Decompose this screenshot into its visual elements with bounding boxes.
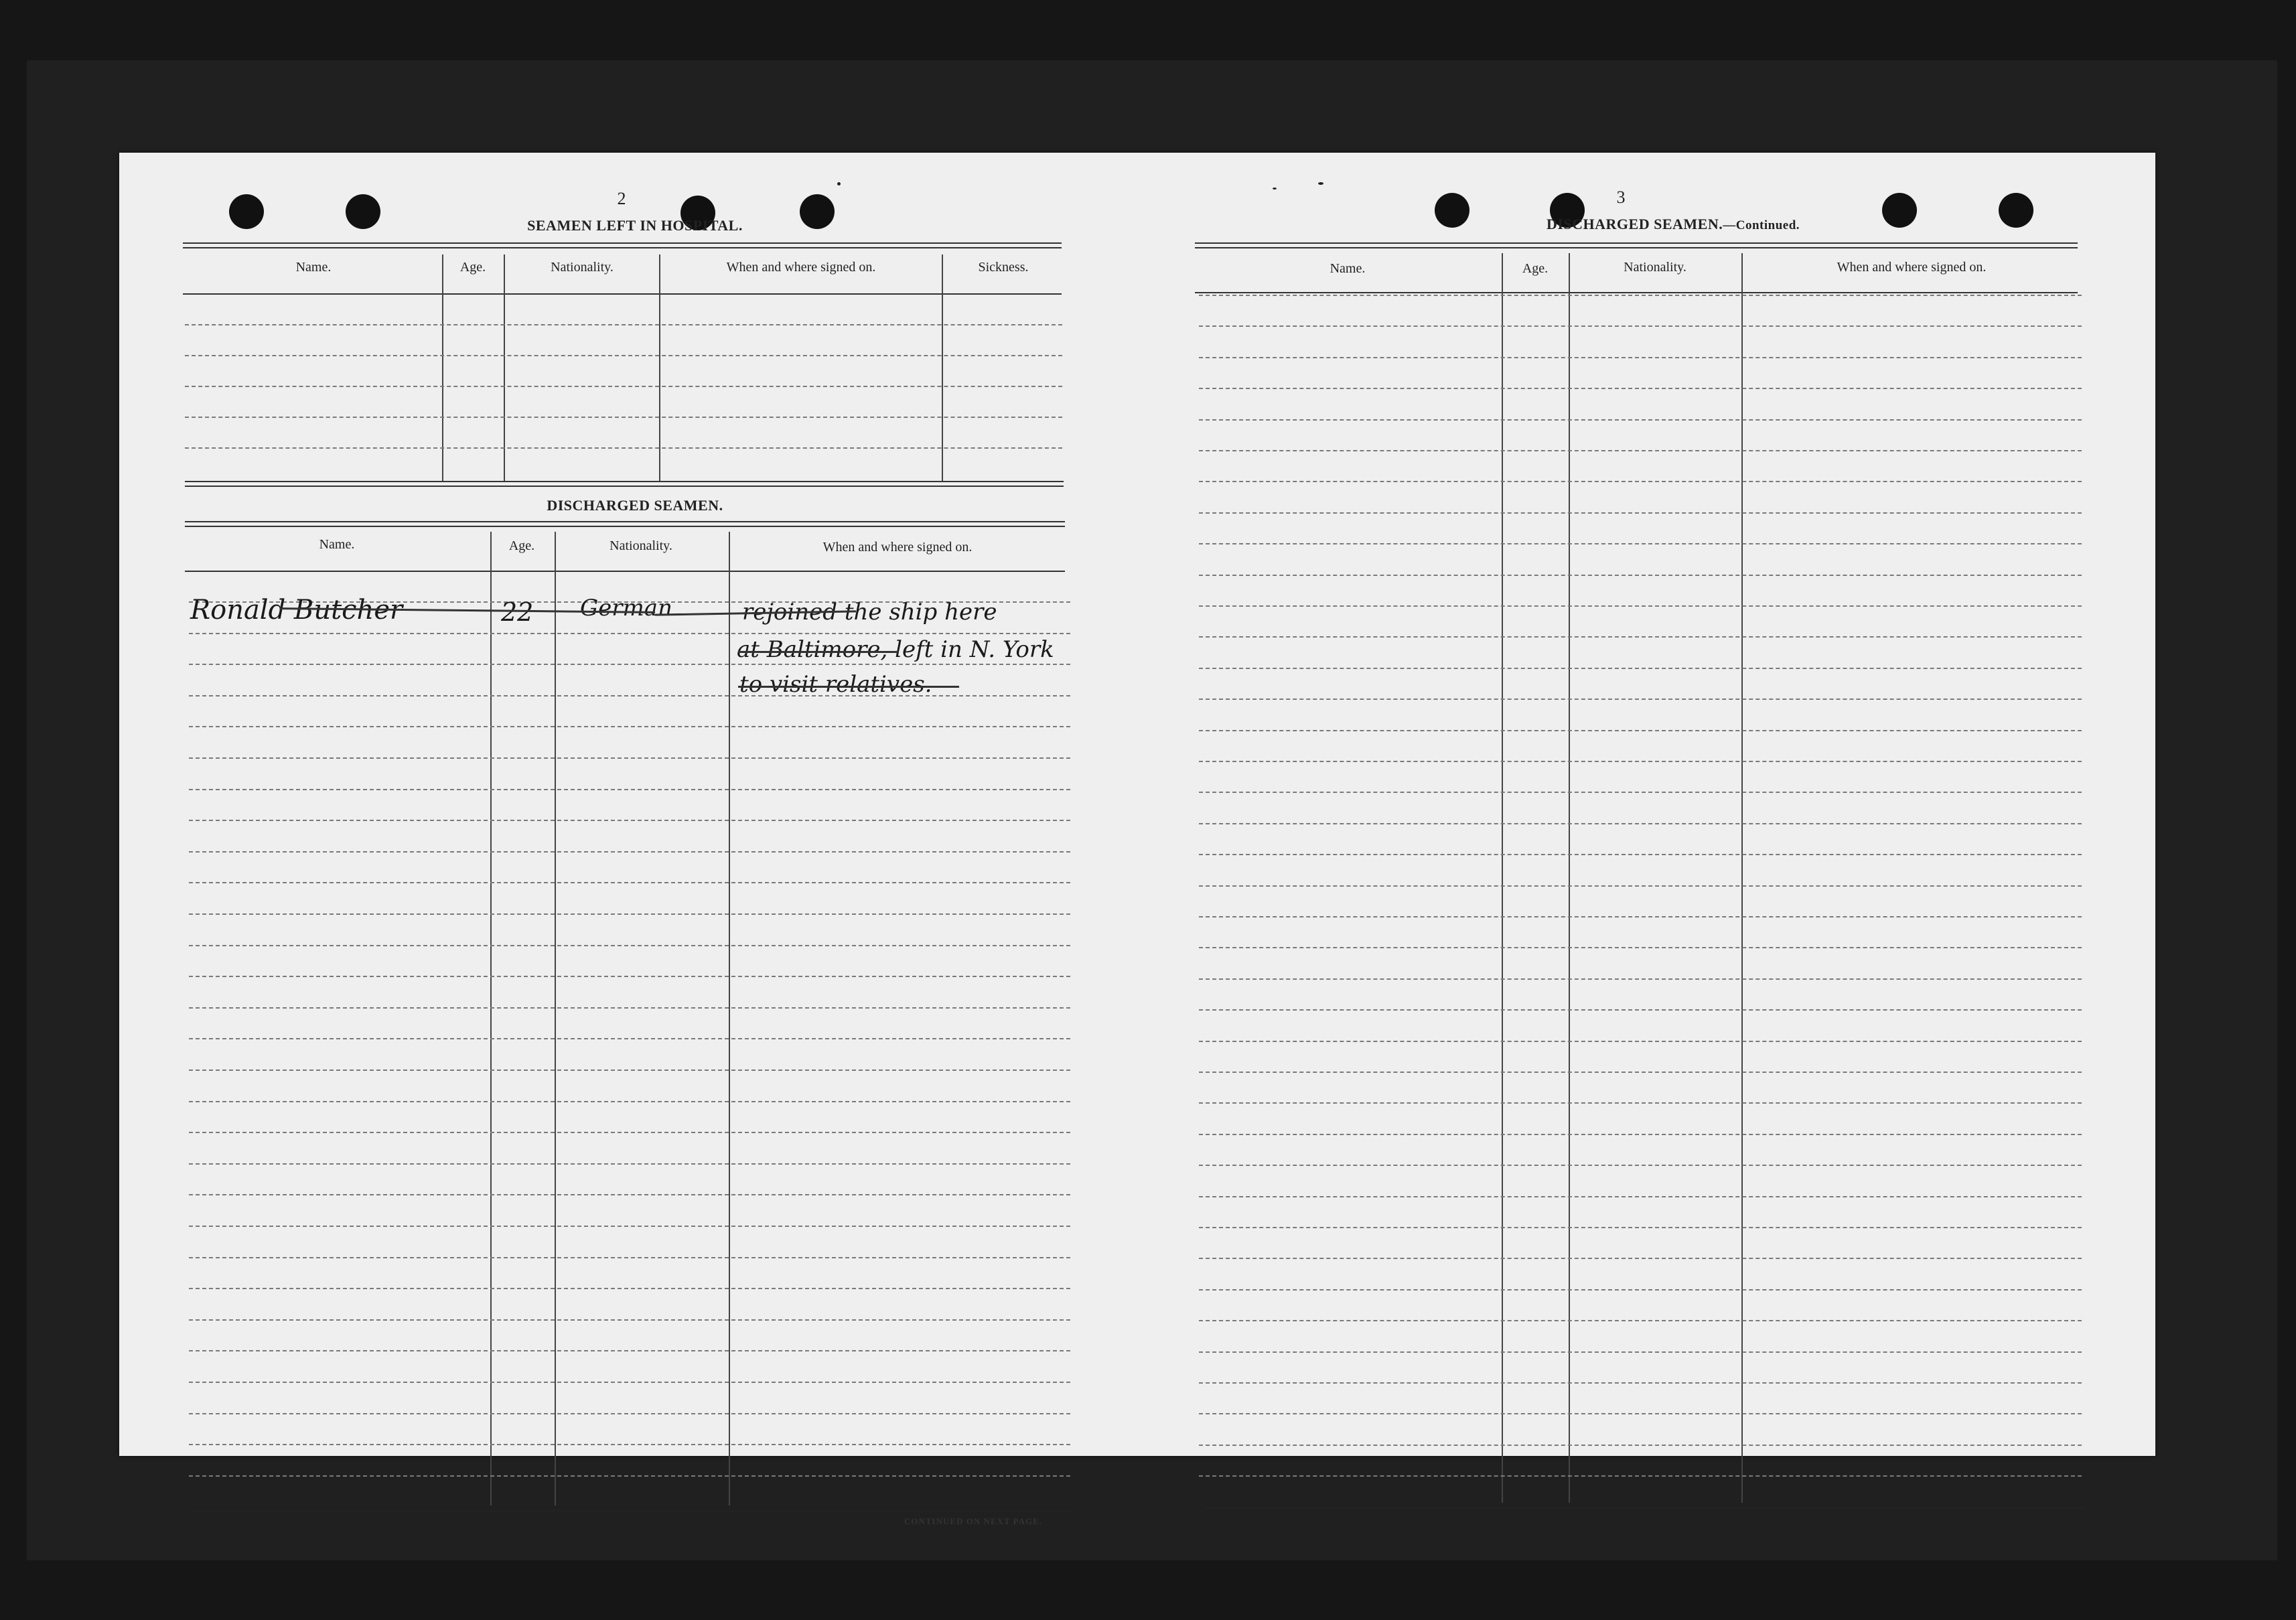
entry-signed-on-line-3: to visit relatives. xyxy=(739,671,932,698)
ruled-line xyxy=(185,386,1062,387)
ruled-line xyxy=(189,945,1070,946)
ruled-line xyxy=(1199,1041,2082,1042)
scan-speck xyxy=(1318,182,1323,185)
ruled-line xyxy=(1199,916,2082,917)
ruled-line xyxy=(1199,575,2082,576)
right-section-title xyxy=(1512,216,1834,233)
ruled-line xyxy=(189,913,1070,915)
ruled-line xyxy=(189,1350,1070,1351)
discharged-bottom-rule xyxy=(193,1509,1073,1512)
ruled-line xyxy=(1199,1382,2082,1384)
ruled-line xyxy=(1199,1072,2082,1073)
discharged-col-signed-on: When and where signed on. xyxy=(822,540,973,555)
page-number: 3 xyxy=(1616,188,1626,207)
hospital-top-rule xyxy=(183,242,1062,248)
ruled-line xyxy=(189,1382,1070,1383)
ruled-line xyxy=(1199,947,2082,948)
right-col-signed-on: When and where signed on. xyxy=(1837,260,1987,275)
ruled-line xyxy=(1199,823,2082,824)
column-divider xyxy=(1741,253,1743,1503)
ruled-line xyxy=(1199,1196,2082,1197)
ruled-line xyxy=(1199,978,2082,980)
ruled-line xyxy=(1199,481,2082,482)
ruled-line xyxy=(189,1226,1070,1227)
ruled-line xyxy=(1199,1351,2082,1353)
left-page xyxy=(119,153,1137,1526)
ruled-line xyxy=(1199,1445,2082,1446)
discharged-header-rule xyxy=(185,571,1065,572)
right-section-title-suffix: —Continued. xyxy=(1723,218,1800,232)
entry-signed-on-line-1: rejoined the ship here xyxy=(742,599,997,625)
ruled-line xyxy=(1199,357,2082,358)
column-divider xyxy=(555,532,556,1505)
discharged-section-title: DISCHARGED SEAMEN. xyxy=(547,497,723,514)
ruled-line xyxy=(189,1413,1070,1414)
hospital-col-age: Age. xyxy=(459,260,486,275)
ruled-line xyxy=(185,355,1062,356)
ruled-line xyxy=(1199,1258,2082,1259)
ruled-line xyxy=(1199,1227,2082,1228)
ruled-line xyxy=(1199,854,2082,855)
ruled-line xyxy=(189,1444,1070,1445)
column-divider xyxy=(490,532,492,1505)
hospital-section-title: SEAMEN LEFT IN HOSPITAL. xyxy=(527,217,743,234)
right-top-rule xyxy=(1195,242,2078,248)
ruled-line xyxy=(1199,605,2082,607)
right-page xyxy=(1137,153,2155,1456)
ruled-line xyxy=(1199,668,2082,669)
right-bottom-rule xyxy=(1206,1507,2086,1509)
ruled-line xyxy=(189,1475,1070,1477)
ruled-line xyxy=(1199,512,2082,514)
ruled-line xyxy=(189,1319,1070,1321)
ruled-line xyxy=(189,976,1070,977)
ruled-line xyxy=(189,820,1070,821)
hospital-col-signed-on: When and where signed on. xyxy=(726,260,876,275)
ruled-line xyxy=(1199,450,2082,451)
hospital-header-rule xyxy=(183,293,1062,295)
ruled-line xyxy=(1199,1320,2082,1321)
entry-name: Ronald Butcher xyxy=(190,595,403,625)
entry-signed-on-line-2: at Baltimore, left in N. York xyxy=(737,636,1054,663)
ruled-line xyxy=(189,1101,1070,1102)
ruled-line xyxy=(189,757,1070,759)
ruled-line xyxy=(1199,636,2082,638)
ruled-line xyxy=(189,1070,1070,1071)
ruled-line xyxy=(189,1007,1070,1009)
ruled-line xyxy=(189,1288,1070,1289)
scan-speck xyxy=(1273,188,1277,190)
ruled-line xyxy=(1199,1475,2082,1477)
column-divider xyxy=(729,532,730,1505)
right-col-name: Name. xyxy=(1330,261,1366,276)
ruled-line xyxy=(1199,1009,2082,1011)
ruled-line xyxy=(189,851,1070,853)
ruled-line xyxy=(1199,885,2082,887)
ruled-line xyxy=(1199,1102,2082,1104)
ruled-line xyxy=(1199,419,2082,421)
discharged-col-nationality: Nationality. xyxy=(609,538,672,553)
discharged-top-rule xyxy=(185,521,1065,527)
ruled-line xyxy=(1199,1134,2082,1135)
ruled-line xyxy=(189,1163,1070,1165)
hospital-col-sickness: Sickness. xyxy=(978,260,1029,275)
ruled-line xyxy=(189,882,1070,883)
ruled-line xyxy=(1199,1289,2082,1291)
ruled-line xyxy=(189,695,1070,696)
right-section-title-text: DISCHARGED SEAMEN. xyxy=(1546,216,1723,232)
ruled-line xyxy=(1199,792,2082,793)
ruled-line xyxy=(189,633,1070,634)
ruled-line xyxy=(189,1132,1070,1133)
ruled-line xyxy=(1199,388,2082,389)
discharged-col-age: Age. xyxy=(508,538,535,553)
ruled-line xyxy=(1199,698,2082,700)
ruled-line xyxy=(189,1038,1070,1039)
right-col-age: Age. xyxy=(1522,261,1549,276)
ruled-line xyxy=(185,324,1062,325)
strike-through xyxy=(738,651,899,653)
ruled-line xyxy=(189,664,1070,665)
column-divider xyxy=(1569,253,1570,1503)
discharged-col-name: Name. xyxy=(319,537,355,552)
ledger-sheet xyxy=(119,153,2155,1526)
ruled-line xyxy=(1199,761,2082,762)
entry-age: 22 xyxy=(501,597,534,627)
ruled-line xyxy=(1199,730,2082,731)
ruled-line xyxy=(1199,1413,2082,1414)
hospital-bottom-rule xyxy=(185,481,1064,487)
continued-note: CONTINUED ON NEXT PAGE. xyxy=(904,1516,1042,1526)
ruled-line xyxy=(1199,543,2082,544)
page-number: 2 xyxy=(617,189,626,208)
ruled-line xyxy=(189,726,1070,727)
ruled-line xyxy=(185,417,1062,418)
ruled-line xyxy=(1199,325,2082,327)
ruled-line xyxy=(1199,295,2082,296)
column-divider xyxy=(1502,253,1503,1503)
ruled-line xyxy=(1199,1165,2082,1166)
strike-through xyxy=(738,686,959,688)
entry-nationality: German xyxy=(580,595,672,621)
hospital-col-name: Name. xyxy=(295,260,332,275)
scan-speck xyxy=(837,182,841,186)
ruled-line xyxy=(189,1257,1070,1258)
right-col-nationality: Nationality. xyxy=(1624,260,1687,275)
ruled-line xyxy=(189,789,1070,790)
hospital-col-nationality: Nationality. xyxy=(551,260,614,275)
ruled-line xyxy=(189,1194,1070,1195)
ruled-line xyxy=(185,447,1062,449)
right-header-rule xyxy=(1195,292,2078,293)
